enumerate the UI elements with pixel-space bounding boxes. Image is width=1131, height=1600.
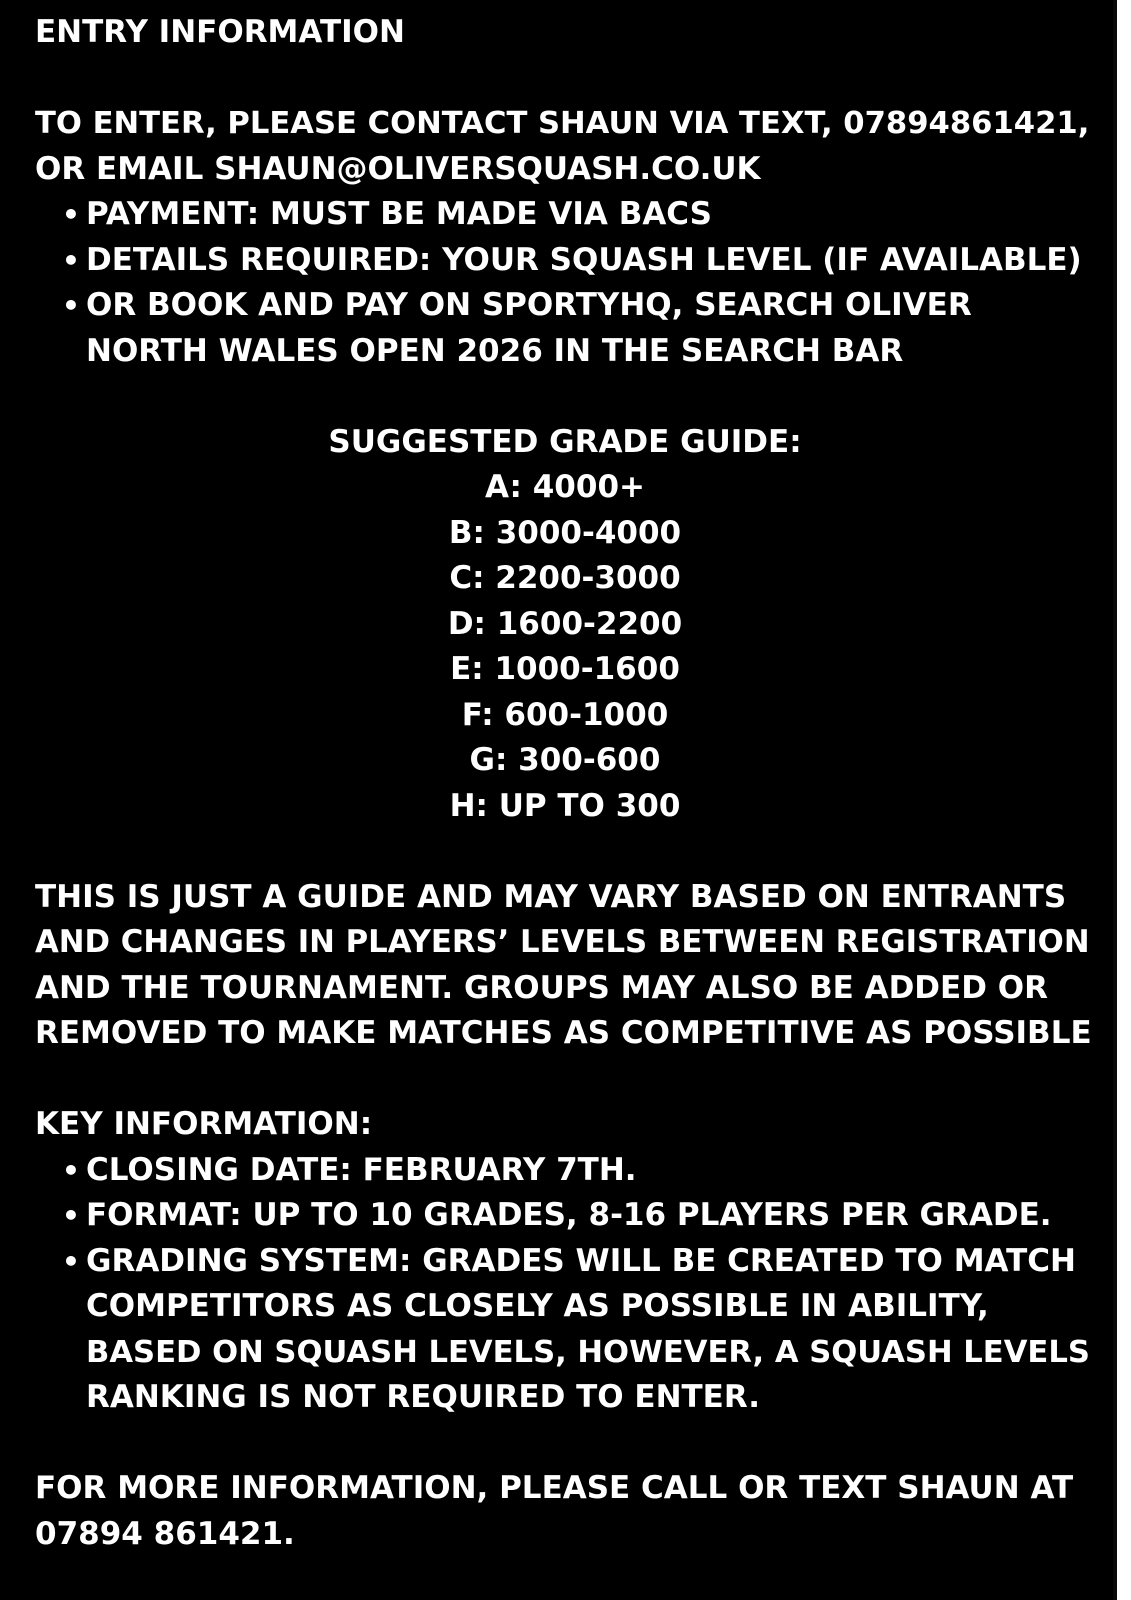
grade-row: F: 600-1000 (461, 696, 669, 733)
footer-contact (35, 1466, 1095, 1557)
entry-bullet-list (35, 192, 1095, 374)
grade-guide (35, 420, 1095, 830)
spacer (35, 1421, 1095, 1467)
contact-line-1: TO ENTER, PLEASE CONTACT SHAUN VIA TEXT, 07894861421, (35, 106, 1090, 141)
disclaimer-line: AND THE TOURNAMENT. GROUPS MAY ALSO BE ADDED OR (35, 969, 1048, 1006)
disclaimer-paragraph (35, 875, 1095, 1057)
spacer (35, 1057, 1095, 1103)
grade-row: D: 1600-2200 (447, 605, 683, 642)
bullet-text-continued: RANKING IS NOT REQUIRED TO ENTER. (86, 1379, 761, 1415)
spacer (35, 374, 1095, 420)
footer-line: 07894 861421. (35, 1515, 295, 1552)
disclaimer-line: AND CHANGES IN PLAYERS’ LEVELS BETWEEN REGISTRATION (35, 924, 1090, 960)
list-item-book-online (35, 283, 1095, 374)
bullet-text: • GRADING SYSTEM: GRADES WILL BE CREATED TO MATCH (86, 1242, 1076, 1279)
list-item-format (35, 1193, 1095, 1239)
grade-row: A: 4000+ (484, 469, 645, 505)
bullet-text-continued: NORTH WALES OPEN 2026 IN THE SEARCH BAR (86, 332, 904, 369)
disclaimer-line: REMOVED TO MAKE MATCHES AS COMPETITIVE AS POSSIBLE (35, 1015, 1092, 1051)
list-item-details-required (35, 238, 1095, 284)
grade-row: C: 2200-3000 (449, 560, 681, 596)
list-item-closing-date (35, 1148, 1095, 1194)
grade-row: E: 1000-1600 (450, 651, 680, 687)
grade-row: G: 300-600 (469, 742, 661, 778)
bullet-text: • OR BOOK AND PAY ON SPORTYHQ, SEARCH OLIVER (86, 287, 972, 323)
contact-line-2: OR EMAIL SHAUN@OLIVERSQUASH.CO.UK (35, 150, 761, 187)
bullet-text: • DETAILS REQUIRED: YOUR SQUASH LEVEL (IF AVAILABLE) (86, 241, 1082, 278)
bullet-text-continued: BASED ON SQUASH LEVELS, HOWEVER, A SQUASH LEVELS (86, 1334, 1090, 1370)
bullet-text: • PAYMENT: MUST BE MADE VIA BACS (86, 196, 712, 232)
list-item-payment (35, 192, 1095, 238)
key-information-list (35, 1148, 1095, 1421)
bullet-text: • CLOSING DATE: FEBRUARY 7TH. (86, 1151, 637, 1188)
list-item-grading-system (35, 1239, 1095, 1421)
page-title: ENTRY INFORMATION (35, 14, 405, 50)
grade-row: B: 3000-4000 (448, 514, 682, 551)
right-edge-strip (1113, 0, 1131, 1600)
key-information-title: KEY INFORMATION: (35, 1106, 373, 1142)
bullet-text: • FORMAT: UP TO 10 GRADES, 8-16 PLAYERS PER GRADE. (86, 1197, 1052, 1233)
footer-line: FOR MORE INFORMATION, PLEASE CALL OR TEXT SHAUN AT (35, 1470, 1074, 1506)
grade-row: H: UP TO 300 (449, 787, 681, 824)
spacer (35, 56, 1095, 102)
spacer (35, 829, 1095, 875)
bullet-text-continued: COMPETITORS AS CLOSELY AS POSSIBLE IN ABILITY, (86, 1288, 989, 1324)
disclaimer-line: THIS IS JUST A GUIDE AND MAY VARY BASED ON ENTRANTS (35, 878, 1067, 915)
grade-guide-title: SUGGESTED GRADE GUIDE: (328, 423, 802, 460)
entry-information-document (35, 10, 1095, 1557)
